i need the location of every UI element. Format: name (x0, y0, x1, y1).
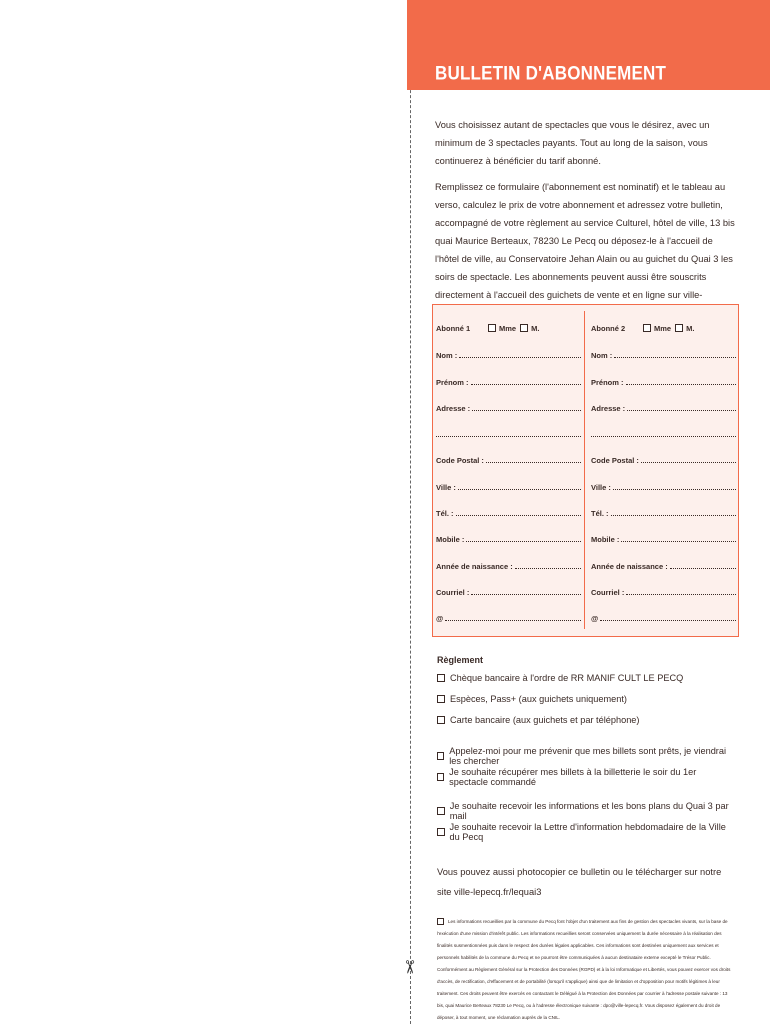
adresse-field[interactable]: Adresse : (591, 387, 736, 413)
checkbox-icon[interactable] (437, 752, 444, 760)
email-at-field[interactable]: @ (591, 597, 736, 623)
ville-field[interactable]: Ville : (591, 465, 736, 491)
civility-options (488, 324, 543, 333)
m-checkbox[interactable] (520, 324, 528, 332)
payment-option-cheque[interactable]: Chèque bancaire à l'ordre de RR MANIF CULT LE PECQ (437, 667, 737, 688)
checkbox-icon[interactable] (437, 828, 445, 836)
legal-notice: Les informations recueillies par la commune du Pecq font l'objet d'un traitement aux fins de gestion des spectacles vivants, sur la base de l'exécution d'une mission d'intérêt public. Les informations recueillies seront conservées uniquement la durée nécessaire à la réalisation des finalités susmentionnées puis dans le respect des durées légales applicables. Ces informations sont destinées uniquement aux services et personnels habilités de la commune du Pecq et ne pourront être communiquées à aucun destinataire externe excepté le Trésor Public. Conformément au Règlement Général sur la Protection des Données (RGPD) et à la loi Informatique et Libertés, vous pouvez exercer vos droits d'accès, de rectification, d'effacement et de portabilité (lorsqu'il s'applique) ainsi que de limitation et d'opposition pour motifs légitimes à leur traitement. Ces droits peuvent être exercés en contactant le Délégué à la Protection des Données par courrier à l'adresse postale suivante : 13 bis, quai Maurice Berteaux 78230 Le Pecq, ou à l'adresse électronique suivante : dpo@ville-lepecq.fr. Vous disposez également du droit de déposer, à tout moment, une réclamation auprès de la CNIL. (437, 919, 731, 1020)
subscriber-1-column (436, 322, 581, 623)
ticket-option-call[interactable]: Appelez-moi pour me prévenir que mes billets sont prêts, je viendrai les chercher (437, 745, 737, 766)
ville-field[interactable]: Ville : (436, 465, 581, 491)
courriel-field[interactable]: Courriel : (436, 571, 581, 597)
mme-checkbox[interactable] (488, 324, 496, 332)
tel-field[interactable]: Tél. : (436, 492, 581, 518)
mme-checkbox[interactable] (643, 324, 651, 332)
cut-line (410, 0, 411, 1024)
adresse-line-2[interactable] (591, 413, 736, 439)
payment-option-especes[interactable]: Espèces, Pass+ (aux guichets uniquement) (437, 688, 737, 709)
consent-checkbox[interactable] (437, 918, 444, 925)
annee-naissance-field[interactable]: Année de naissance : (436, 544, 581, 570)
form-divider (584, 311, 585, 629)
ticket-option-pickup[interactable]: Je souhaite récupérer mes billets à la billetterie le soir du 1er spectacle commandé (437, 766, 737, 787)
nom-field[interactable]: Nom : (591, 334, 736, 360)
intro-paragraph: Vous choisissez autant de spectacles que vous le désirez, avec un minimum de 3 spectacles payants. Tout au long de la saison, vous continuerez à bénéficier du tarif abonné. (435, 120, 710, 166)
mobile-field[interactable]: Mobile : (436, 518, 581, 544)
instructions-paragraph: Remplissez ce formulaire (l'abonnement est nominatif) et le tableau au verso, calculez le prix de votre abonnement et adressez votre bulletin, accompagné de votre règlement au service Culturel, hôtel de ville, 13 bis quai Maurice Berteaux, 78230 Le Pecq ou déposez-le à l'accueil de l'hôtel de ville, au Conservatoire Jehan Alain ou au guichet du Quai 3 les soirs de spectacle. Les abonnements peuvent aussi être souscrits directement à l'accueil des guichets de vente et en ligne sur ville- (435, 182, 735, 300)
m-label: M. (686, 323, 695, 333)
scissors-icon: ✂ (399, 959, 420, 975)
code-postal-field[interactable]: Code Postal : (436, 439, 581, 465)
m-checkbox[interactable] (675, 324, 683, 332)
mobile-field[interactable]: Mobile : (591, 518, 736, 544)
m-label: M. (531, 323, 540, 333)
info-option-newsletter[interactable]: Je souhaite recevoir la Lettre d'information hebdomadaire de la Ville du Pecq (437, 821, 737, 842)
tel-field[interactable]: Tél. : (591, 492, 736, 518)
adresse-line-2[interactable] (436, 413, 581, 439)
code-postal-field[interactable]: Code Postal : (591, 439, 736, 465)
mme-label: Mme (499, 323, 517, 333)
email-at-field[interactable]: @ (436, 597, 581, 623)
checkbox-icon[interactable] (437, 773, 444, 781)
annee-naissance-field[interactable]: Année de naissance : (591, 544, 736, 570)
courriel-field[interactable]: Courriel : (591, 571, 736, 597)
payment-option-carte[interactable]: Carte bancaire (aux guichets et par téléphone) (437, 709, 737, 730)
checkbox-icon[interactable] (437, 716, 445, 724)
adresse-field[interactable]: Adresse : (436, 387, 581, 413)
subscriber-2-title: Abonné 2 (591, 323, 626, 333)
checkbox-icon[interactable] (437, 807, 445, 815)
info-option-mail[interactable]: Je souhaite recevoir les informations et les bons plans du Quai 3 par mail (437, 800, 737, 821)
mme-label: Mme (654, 323, 672, 333)
download-note: Vous pouvez aussi photocopier ce bulletin ou le télécharger sur notre site ville-lepecq.fr/lequai3 (437, 867, 722, 897)
info-options (437, 800, 737, 842)
payment-options (437, 667, 737, 730)
prenom-field[interactable]: Prénom : (436, 360, 581, 386)
nom-field[interactable]: Nom : (436, 334, 581, 360)
civility-options (643, 324, 698, 333)
ticket-options (437, 745, 737, 787)
checkbox-icon[interactable] (437, 674, 445, 682)
page-title: BULLETIN D'ABONNEMENT (435, 62, 667, 84)
subscriber-2-column (591, 322, 736, 623)
prenom-field[interactable]: Prénom : (591, 360, 736, 386)
subscriber-1-title: Abonné 1 (436, 323, 471, 333)
checkbox-icon[interactable] (437, 695, 445, 703)
reglement-title: Règlement (437, 655, 484, 665)
